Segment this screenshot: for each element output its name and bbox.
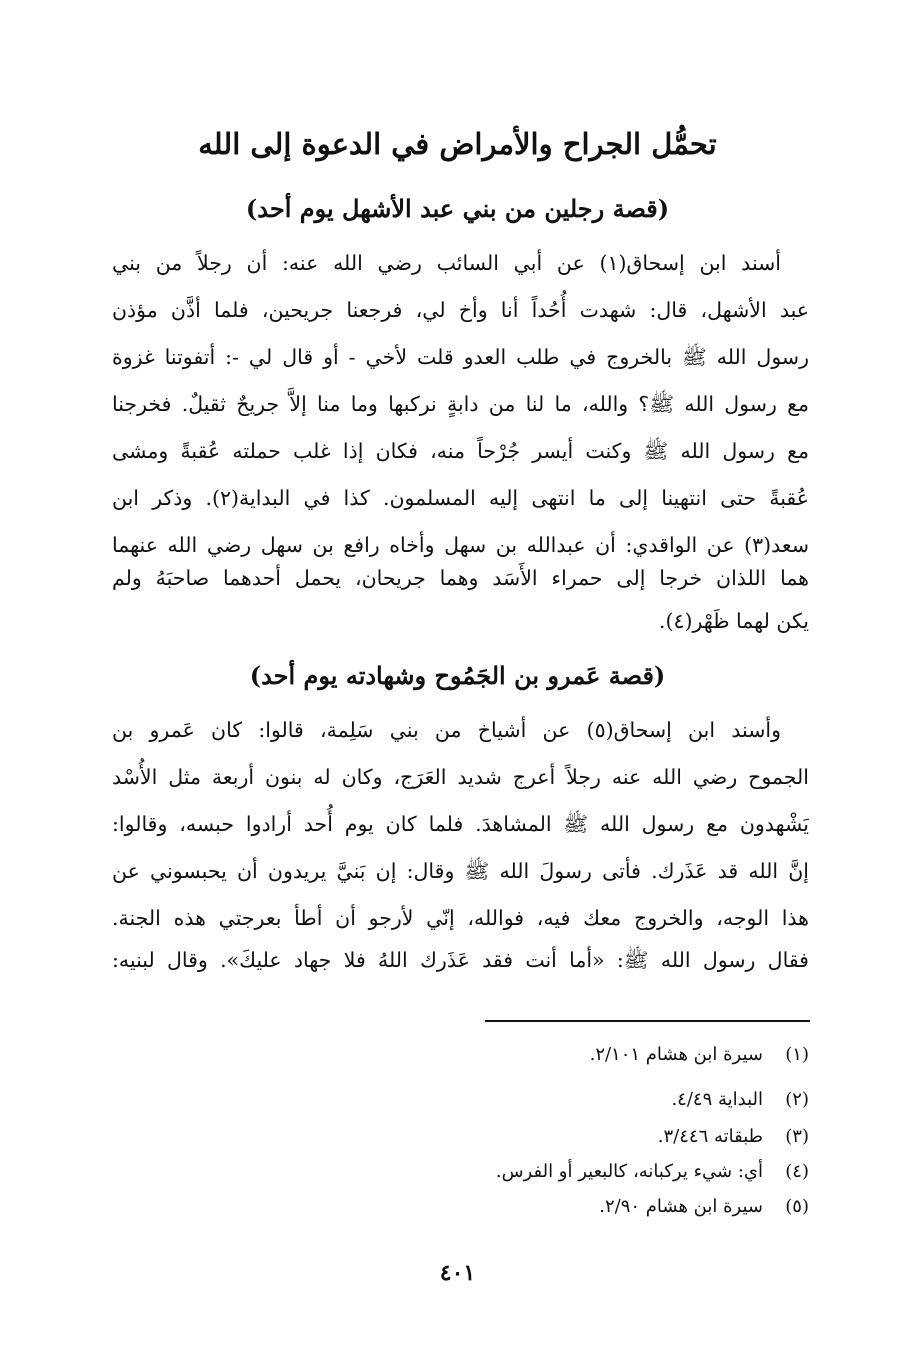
- body-line: مع رسول الله ﷺ وكنت أيسر جُرْحاً منه، فكان إذا غلب حملته عُقبةً ومشى: [112, 439, 809, 463]
- body-line: رسول الله ﷺ بالخروج في طلب العدو قلت لأخي - أو قال لي -: أتفوتنا غزوة: [112, 345, 809, 369]
- body-line: عبد الأشهل، قال: شهدت أُحُداً أنا وأخ لي، فرجعنا جريحين، فلما أذَّن مؤذن: [112, 298, 809, 322]
- footnote-item: [200, 1157, 809, 1187]
- footnote-divider: [485, 1020, 810, 1022]
- footnote-text: أي: شيء يركبانه، كالبعير أو الفرس.: [495, 1161, 763, 1182]
- body-line: إنَّ الله قد عَذَرك. فأتى رسولَ الله ﷺ وقال: إن بَنيَّ يريدون أن يحبسوني عن: [112, 859, 809, 883]
- footnote-item: [200, 1192, 809, 1222]
- body-line: عُقبةً حتى انتهينا إلى ما انتهى إليه المسلمون. كذا في البداية(٢). وذكر ابن: [112, 486, 809, 510]
- page-title: تحمُّل الجراح والأمراض في الدعوة إلى الله: [198, 127, 717, 161]
- body-line: هما اللذان خرجا إلى حمراء الأَسَد وهما جريحان، يحمل أحدهما صاحبَهُ ولم: [112, 566, 809, 590]
- footnote-number: (٣): [785, 1126, 809, 1147]
- footnote-number: (١): [785, 1044, 809, 1065]
- section-heading-2: (قصة عَمرو بن الجَمُوح وشهادته يوم أحد): [249, 661, 666, 690]
- footnote-number: (٤): [785, 1161, 809, 1182]
- footnote-number: (٥): [785, 1196, 809, 1217]
- body-line: مع رسول الله ﷺ؟ والله، ما لنا من دابةٍ نركبها وما منا إلاَّ جريحٌ ثقيلٌ. فخرجنا: [112, 392, 809, 416]
- footnote-item: [200, 1122, 809, 1152]
- section-heading-1: (قصة رجلين من بني عبد الأشهل يوم أحد): [245, 194, 670, 223]
- footnote-text: سيرة ابن هشام ٢/٩٠.: [599, 1196, 763, 1217]
- body-line: يَشْهدون مع رسول الله ﷺ المشاهدَ. فلما كان يوم أُحد أرادوا حبسه، وقالوا:: [112, 812, 809, 836]
- body-line: هذا الوجه، والخروج معك فيه، فوالله، إنّي لأرجو أن أطأ بعرجتي هذه الجنة.: [112, 906, 809, 930]
- body-line: الجموح رضي الله عنه رجلاً أعرج شديد العَرَج، وكان له بنون أربعة مثل الأُسْد: [112, 765, 809, 789]
- footnote-item: [200, 1040, 809, 1070]
- footnote-number: (٢): [785, 1089, 809, 1110]
- body-line: يكن لهما ظَهْر(٤).: [658, 609, 809, 633]
- body-line: وأسند ابن إسحاق(٥) عن أشياخ من بني سَلِمة، قالوا: كان عَمرو بن: [112, 718, 782, 742]
- footnote-text: البداية ٤/٤٩.: [671, 1089, 763, 1110]
- body-line: فقال رسول الله ﷺ: «أما أنت فقد عَذَرك اللهُ فلا جهاد عليكَ». وقال لبنيه:: [112, 948, 809, 972]
- footnote-text: سيرة ابن هشام ٢/١٠١.: [589, 1044, 763, 1065]
- footnote-item: [200, 1085, 809, 1115]
- body-line: سعد(٣) عن الواقدي: أن عبدالله بن سهل وأخاه رافع بن سهل رضي الله عنهما: [112, 533, 809, 557]
- body-line: أسند ابن إسحاق(١) عن أبي السائب رضي الله عنه: أن رجلاً من بني: [112, 251, 782, 275]
- footnote-text: طبقاته ٣/٤٤٦.: [657, 1126, 763, 1147]
- page-number: ٤٠١: [439, 1260, 476, 1286]
